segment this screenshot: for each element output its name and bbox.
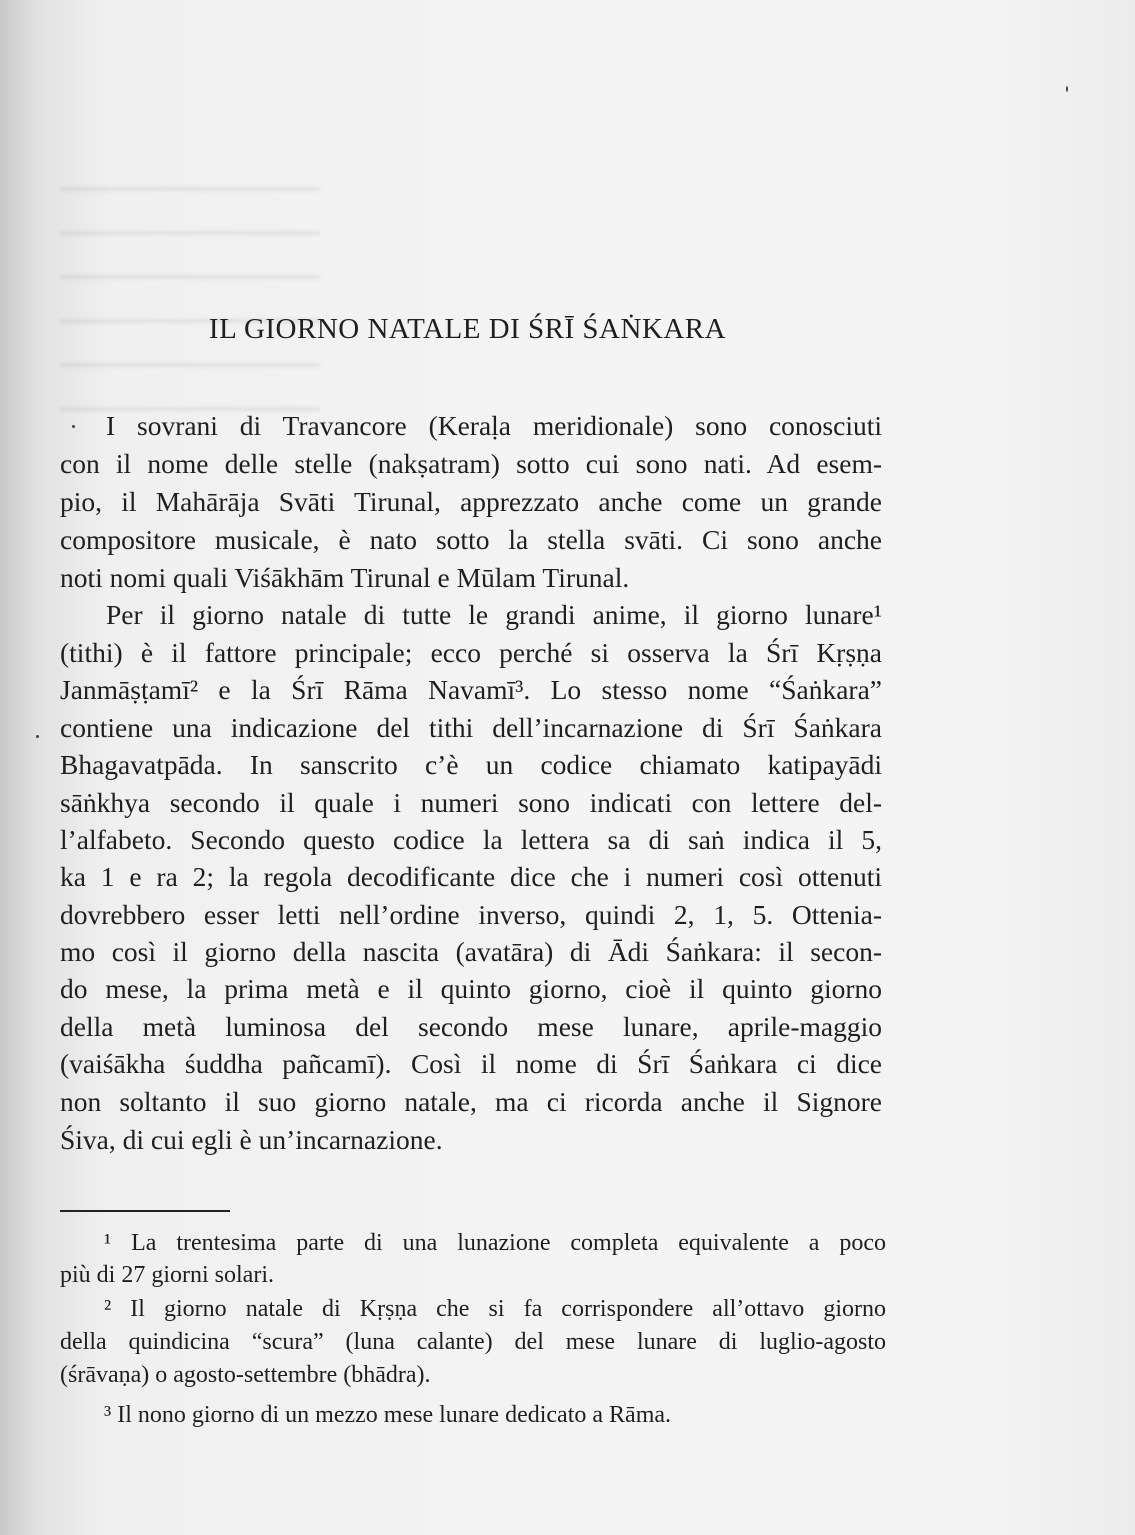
body-line: Bhagavatpāda. In sanscrito c’è un codice chiamato katipayādi — [60, 749, 882, 780]
body-line: do mese, la prima metà e il quinto giorno, cioè il quinto giorno — [60, 973, 882, 1004]
body-line: mo così il giorno della nascita (avatāra) di Ādi Śaṅkara: il secon- — [60, 936, 882, 967]
scan-speck — [72, 425, 75, 428]
body-line: compositore musicale, è nato sotto la stella svāti. Ci sono anche — [60, 524, 882, 555]
body-line: (tithi) è il fattore principale; ecco perché si osserva la Śrī Kṛṣṇa — [60, 637, 882, 668]
footnote-separator — [60, 1210, 230, 1212]
body-line: contiene una indicazione del tithi dell’incarnazione di Śrī Śaṅkara — [60, 712, 882, 743]
body-line: (vaiśākha śuddha pañcamī). Così il nome di Śrī Śaṅkara ci dice — [60, 1048, 882, 1079]
body-line: noti nomi quali Viśākhām Tirunal e Mūlam Tirunal. — [60, 562, 630, 593]
footnote-line: ¹ La trentesima parte di una lunazione completa equivalente a poco — [104, 1230, 886, 1256]
scan-speck — [1066, 86, 1068, 92]
body-line: Janmāṣṭamī² e la Śrī Rāma Navamī³. Lo stesso nome “Śaṅkara” — [60, 674, 882, 705]
footnote-line: ² Il giorno natale di Kṛṣṇa che si fa corrispondere all’ottavo giorno — [104, 1296, 886, 1322]
body-line: pio, il Mahārāja Svāti Tirunal, apprezzato anche come un grande — [60, 486, 882, 517]
chapter-title: IL GIORNO NATALE DI ŚRĪ ŚAṄKARA — [208, 313, 727, 345]
footnote-line: della quindicina “scura” (luna calante) del mese lunare di luglio-agosto — [60, 1329, 886, 1355]
body-line: Per il giorno natale di tutte le grandi anime, il giorno lunare¹ — [106, 599, 882, 630]
footnote-line: più di 27 giorni solari. — [60, 1262, 274, 1288]
body-line: I sovrani di Travancore (Keraḷa meridionale) sono conosciuti — [106, 410, 882, 441]
footnote-line: ³ Il nono giorno di un mezzo mese lunare dedicato a Rāma. — [104, 1402, 672, 1428]
body-line: ka 1 e ra 2; la regola decodificante dice che i numeri così ottenuti — [60, 861, 882, 892]
scan-speck — [36, 735, 39, 738]
body-line: Śiva, di cui egli è un’incarnazione. — [60, 1124, 443, 1155]
body-line: l’alfabeto. Secondo questo codice la lettera sa di saṅ indica il 5, — [60, 824, 882, 855]
bleed-through-shadow — [60, 165, 320, 425]
body-line: dovrebbero esser letti nell’ordine inverso, quindi 2, 1, 5. Ottenia- — [60, 899, 882, 930]
body-line: della metà luminosa del secondo mese lunare, aprile-maggio — [60, 1011, 882, 1042]
body-line: con il nome delle stelle (nakṣatram) sotto cui sono nati. Ad esem- — [60, 448, 882, 479]
body-line: non soltanto il suo giorno natale, ma ci ricorda anche il Signore — [60, 1086, 882, 1117]
body-line: sāṅkhya secondo il quale i numeri sono indicati con lettere del- — [60, 787, 882, 818]
footnote-line: (śrāvaṇa) o agosto-settembre (bhādra). — [60, 1362, 431, 1388]
